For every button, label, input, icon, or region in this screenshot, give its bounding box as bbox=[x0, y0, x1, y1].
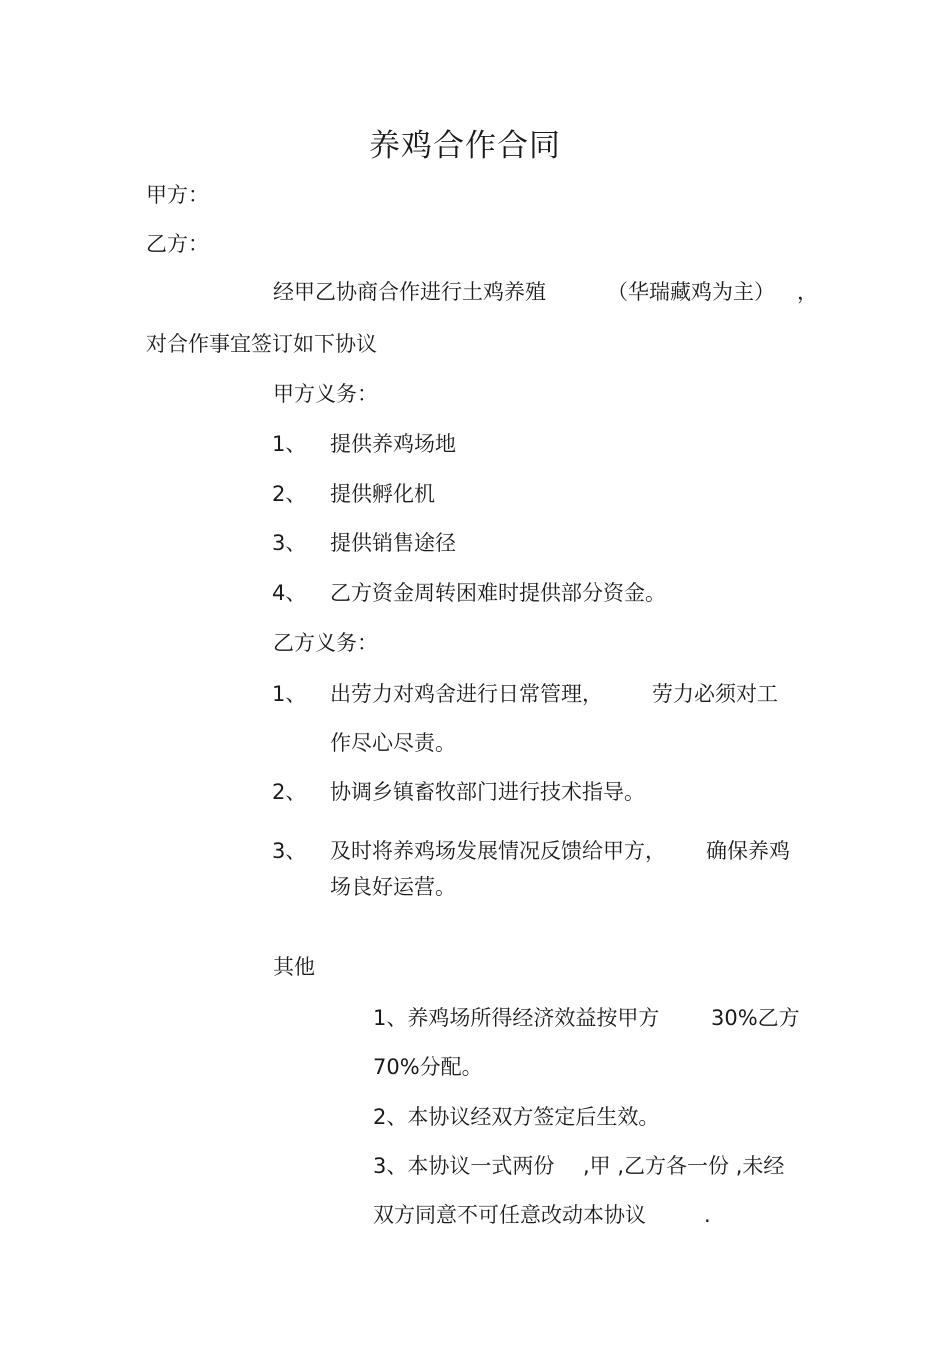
list-item-text-continued: 作尽心尽责。 bbox=[330, 731, 456, 755]
party-a-label: 甲方： bbox=[146, 183, 209, 207]
list-item-number: 2、 bbox=[272, 482, 307, 506]
list-item-text: 劳力必须对工 bbox=[652, 682, 778, 706]
list-item-number: 4、 bbox=[272, 581, 307, 605]
other-item-text-continued: 双方同意不可任意改动本协议 bbox=[373, 1203, 646, 1227]
list-item-text: 出劳力对鸡舍进行日常管理， bbox=[330, 682, 603, 706]
list-item-number: 1、 bbox=[272, 432, 307, 456]
intro-parenthetical: （华瑞藏鸡为主） bbox=[607, 280, 775, 304]
list-item-text: 确保养鸡 bbox=[706, 839, 790, 863]
intro-text-continued: 对合作事宜签订如下协议 bbox=[146, 332, 377, 356]
other-heading: 其他 bbox=[273, 955, 315, 979]
other-item-text: 30%乙方 bbox=[711, 1006, 800, 1030]
list-item-text: 乙方资金周转困难时提供部分资金。 bbox=[330, 581, 666, 605]
list-item-text: 提供养鸡场地 bbox=[330, 432, 456, 456]
list-item-number: 3、 bbox=[272, 839, 307, 863]
list-item-text: 提供孵化机 bbox=[330, 482, 435, 506]
other-item-text: 2、本协议经双方签定后生效。 bbox=[373, 1105, 660, 1129]
list-item-number: 3、 bbox=[272, 531, 307, 555]
other-item-text-continued: 70%分配。 bbox=[373, 1055, 483, 1079]
party-b-label: 乙方： bbox=[146, 232, 209, 256]
intro-text: 经甲乙协商合作进行土鸡养殖 bbox=[273, 280, 546, 304]
party-a-duties-heading: 甲方义务： bbox=[273, 382, 378, 406]
document-title: 养鸡合作合同 bbox=[369, 128, 561, 164]
list-item-text: 提供销售途径 bbox=[330, 531, 456, 555]
intro-comma: ， bbox=[797, 280, 818, 304]
list-item-number: 1、 bbox=[272, 682, 307, 706]
other-item-period: . bbox=[704, 1203, 711, 1227]
other-item-text: ,甲 ,乙方各一份 ,未经 bbox=[583, 1154, 785, 1178]
list-item-text-continued: 场良好运营。 bbox=[330, 875, 456, 899]
list-item-number: 2、 bbox=[272, 780, 307, 804]
list-item-text: 协调乡镇畜牧部门进行技术指导。 bbox=[330, 780, 645, 804]
list-item-text: 及时将养鸡场发展情况反馈给甲方， bbox=[330, 839, 666, 863]
party-b-duties-heading: 乙方义务： bbox=[273, 631, 378, 655]
other-item-text: 1、养鸡场所得经济效益按甲方 bbox=[373, 1006, 660, 1030]
other-item-text: 3、本协议一式两份 bbox=[373, 1154, 555, 1178]
